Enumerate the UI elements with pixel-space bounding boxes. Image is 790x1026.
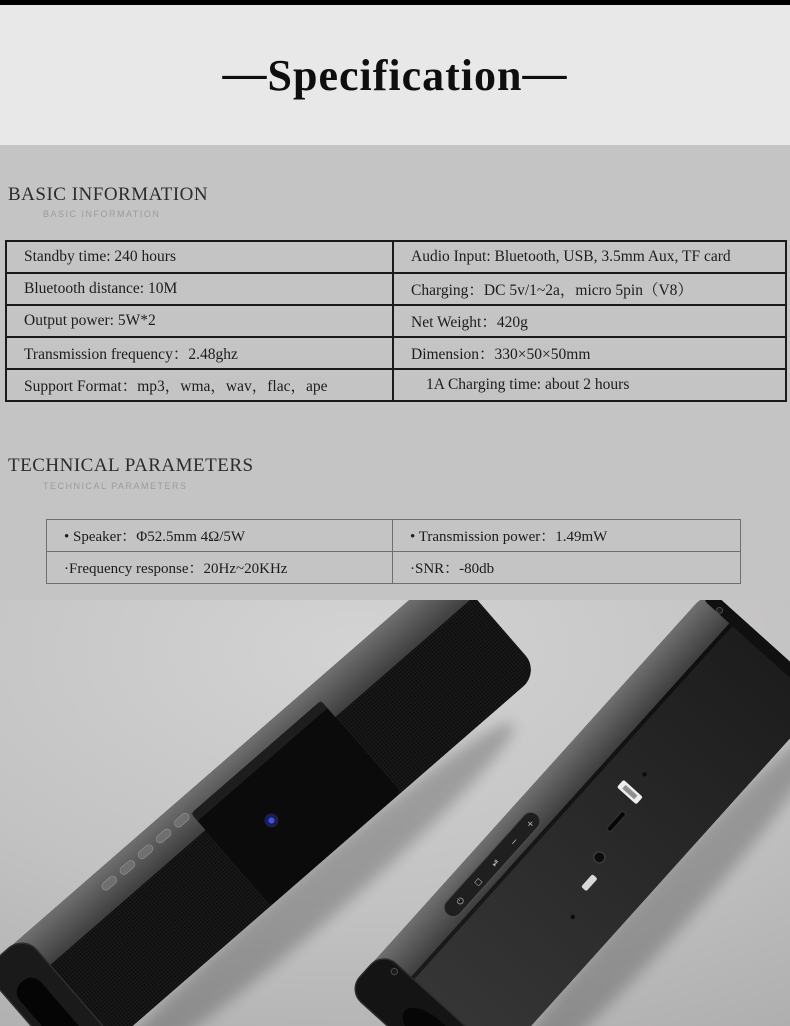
spec-cell: ·SNR：-80db [393,552,741,584]
table-row [6,337,786,369]
title-left-dash: — [222,48,268,98]
page-title-text: Specification [267,50,523,100]
spec-cell: ·Frequency response：20Hz~20KHz [47,552,393,584]
spec-cell: Support Format：mp3，wma，wav，flac，ape [6,369,393,401]
basic-information-table [5,240,787,402]
spec-cell: • Transmission power：1.49mW [393,520,741,552]
basic-information-subheading: BASIC INFORMATION [43,209,161,219]
spec-cell: Net Weight：420g [393,305,786,337]
volume-up-icon: + [524,818,538,831]
technical-parameters-table [46,519,741,584]
spec-cell: Charging：DC 5v/1~2a，micro 5pin（V8） [393,273,786,305]
spec-cell: Bluetooth distance: 10M [6,273,393,305]
table-row [47,552,741,584]
play-pause-icon: ⏯ [489,857,503,870]
table-row [47,520,741,552]
technical-parameters-heading: TECHNICAL PARAMETERS [8,455,254,476]
table-row [6,273,786,305]
spec-cell: Standby time: 240 hours [6,241,393,273]
spec-cell: Output power: 5W*2 [6,305,393,337]
spec-cell: • Speaker：Φ52.5mm 4Ω/5W [47,520,393,552]
mode-icon: ◻ [472,876,485,889]
page-header [0,5,790,145]
volume-down-icon: − [508,836,522,849]
table-row [6,241,786,273]
spec-cell: Dimension：330×50×50mm [393,337,786,369]
product-photo [0,600,790,1026]
page-title [223,50,568,101]
spec-cell: Audio Input: Bluetooth, USB, 3.5mm Aux, TF card [393,241,786,273]
power-icon: ⏻ [455,895,468,908]
technical-parameters-subheading: TECHNICAL PARAMETERS [43,481,188,491]
basic-information-heading: BASIC INFORMATION [8,184,209,205]
title-right-dash: — [522,48,568,98]
table-row [6,369,786,401]
spec-cell: 1A Charging time: about 2 hours [393,369,786,401]
table-row [6,305,786,337]
spec-cell: Transmission frequency：2.48ghz [6,337,393,369]
